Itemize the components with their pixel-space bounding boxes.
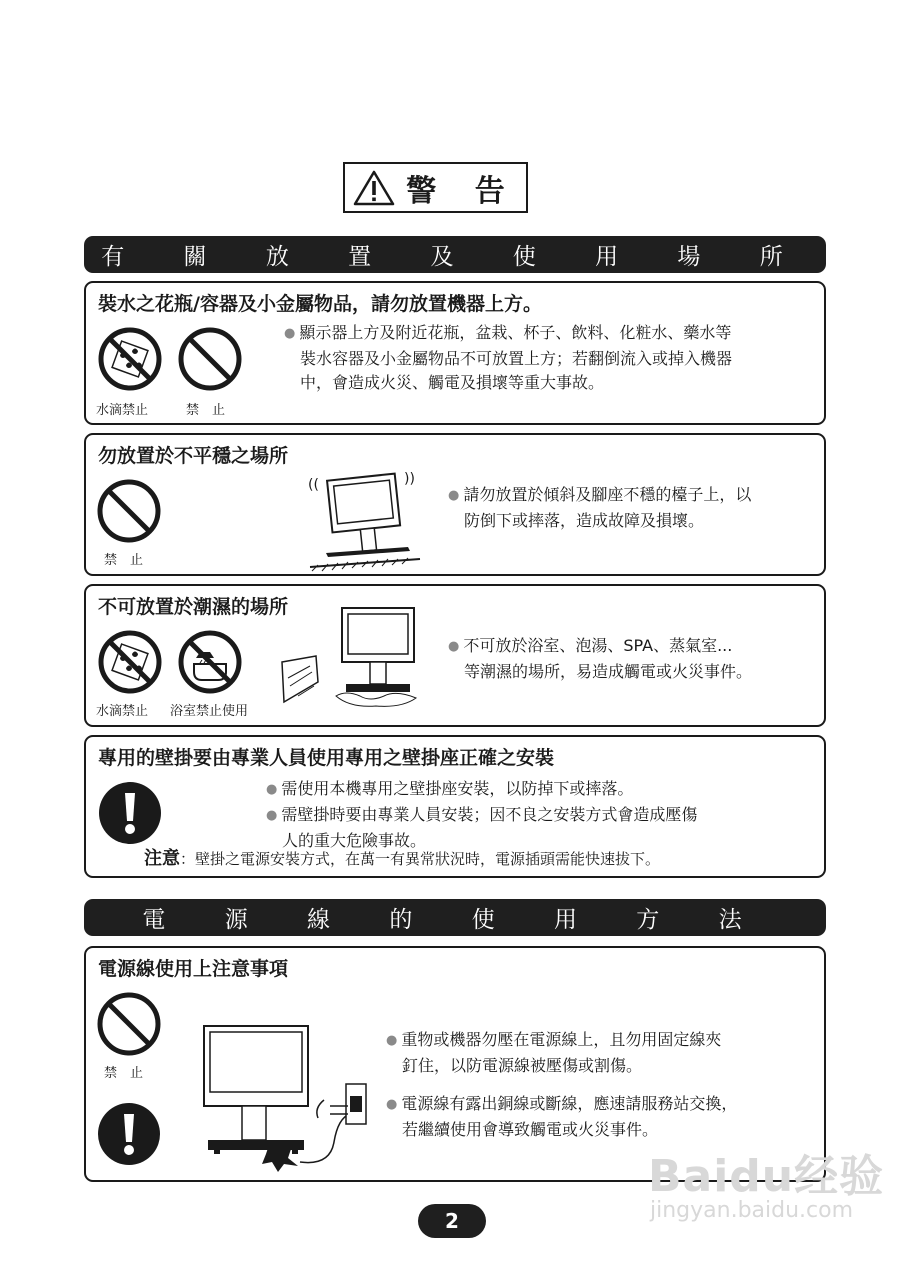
block-description [266, 777, 697, 853]
note-text: ：壁掛之電源安裝方式，在萬一有異常狀況時，電源插頭需能快速拔下。 [180, 850, 661, 868]
bullet-icon: ● [284, 326, 296, 341]
note-label: 注意 [144, 848, 180, 869]
caption-prohibited: 禁 止 [186, 403, 226, 418]
block-wall-mount [84, 735, 826, 878]
block-no-liquids [84, 281, 826, 425]
desc-line: 釘住，以防電源線被壓傷或割傷。 [402, 1056, 643, 1075]
block-description [284, 321, 732, 395]
watermark-url: jingyan.baidu.com [650, 1198, 854, 1223]
desc-line: 防倒下或摔落，造成故障及損壞。 [464, 511, 705, 530]
block-title: 裝水之花瓶/容器及小金屬物品，請勿放置機器上方。 [98, 293, 542, 315]
desc-line: 顯示器上方及附近花瓶，盆栽、杯子、飲料、化粧水、藥水等 [299, 323, 732, 342]
block-title: 專用的壁掛要由專業人員使用專用之壁掛座正確之安裝 [98, 747, 555, 769]
no-water-drop-icon [98, 327, 162, 391]
desc-line: 不可放於浴室、泡湯、SPA、蒸氣室... [463, 636, 733, 655]
bullet-icon: ● [266, 808, 278, 823]
block-humid-place [84, 584, 826, 727]
block-unstable-place [84, 433, 826, 576]
desc-line: 若繼續使用會導致觸電或火災事件。 [402, 1120, 659, 1139]
desc-line: 請勿放置於傾斜及腳座不穩的檯子上，以 [463, 485, 752, 504]
svg-text:)): )) [404, 471, 415, 487]
svg-text:((: (( [308, 477, 319, 493]
desc-line: 等潮濕的場所，易造成觸電或火災事件。 [464, 662, 753, 681]
tilted-tv-illustration [304, 467, 424, 573]
desc-line: 需使用本機專用之壁掛座安裝，以防掉下或摔落。 [281, 779, 634, 798]
desc-line: 人的重大危險事故。 [282, 831, 427, 850]
no-bathroom-icon [178, 630, 242, 694]
bullet-icon: ● [448, 488, 460, 503]
caption-no-bathroom: 浴室禁止使用 [170, 704, 249, 719]
page-number: 2 [418, 1204, 486, 1238]
desc-line: 需壁掛時要由專業人員安裝；因不良之安裝方式會造成壓傷 [281, 805, 698, 824]
prohibition-icon [97, 992, 161, 1056]
bullet-icon: ● [386, 1033, 398, 1048]
caption-no-water: 水滴禁止 [96, 704, 149, 719]
watermark-brand: Baidu经验 [648, 1151, 885, 1202]
caption-prohibited: 禁 止 [104, 553, 144, 568]
warning-title-text: 警 告 [406, 173, 519, 209]
note-line [144, 847, 660, 871]
block-title: 不可放置於潮濕的場所 [98, 596, 289, 618]
block-description [448, 483, 751, 533]
tv-humid-illustration [276, 606, 426, 712]
block-title: 勿放置於不平穩之場所 [98, 445, 289, 467]
no-water-drop-icon [98, 630, 162, 694]
block-description [448, 634, 752, 684]
caption-no-water: 水滴禁止 [96, 403, 149, 418]
bullet-icon: ● [386, 1097, 398, 1112]
section-header-placement: 有 關 放 置 及 使 用 場 所 [84, 236, 826, 273]
block-description [386, 1028, 721, 1078]
warning-title-box [343, 162, 528, 213]
bullet-icon: ● [448, 639, 460, 654]
mandatory-exclamation-icon [97, 1102, 161, 1166]
mandatory-exclamation-icon [98, 781, 162, 845]
prohibition-icon [97, 479, 161, 543]
desc-line: 重物或機器勿壓在電源線上，且勿用固定線夾 [401, 1030, 722, 1049]
block-title: 電源線使用上注意事項 [98, 958, 289, 980]
section-header-power-cord: 電 源 線 的 使 用 方 法 [84, 899, 826, 936]
caption-prohibited: 禁 止 [104, 1066, 144, 1081]
desc-line: 裝水容器及小金屬物品不可放置上方；若翻倒流入或掉入機器 [300, 349, 733, 368]
prohibition-icon [178, 327, 242, 391]
warning-triangle-icon [352, 169, 396, 207]
desc-line: 中，會造成火災、觸電及損壞等重大事故。 [300, 373, 605, 392]
block-description [386, 1092, 737, 1142]
desc-line: 電源線有露出銅線或斷線，應速請服務站交換， [401, 1094, 738, 1113]
bullet-icon: ● [266, 782, 278, 797]
